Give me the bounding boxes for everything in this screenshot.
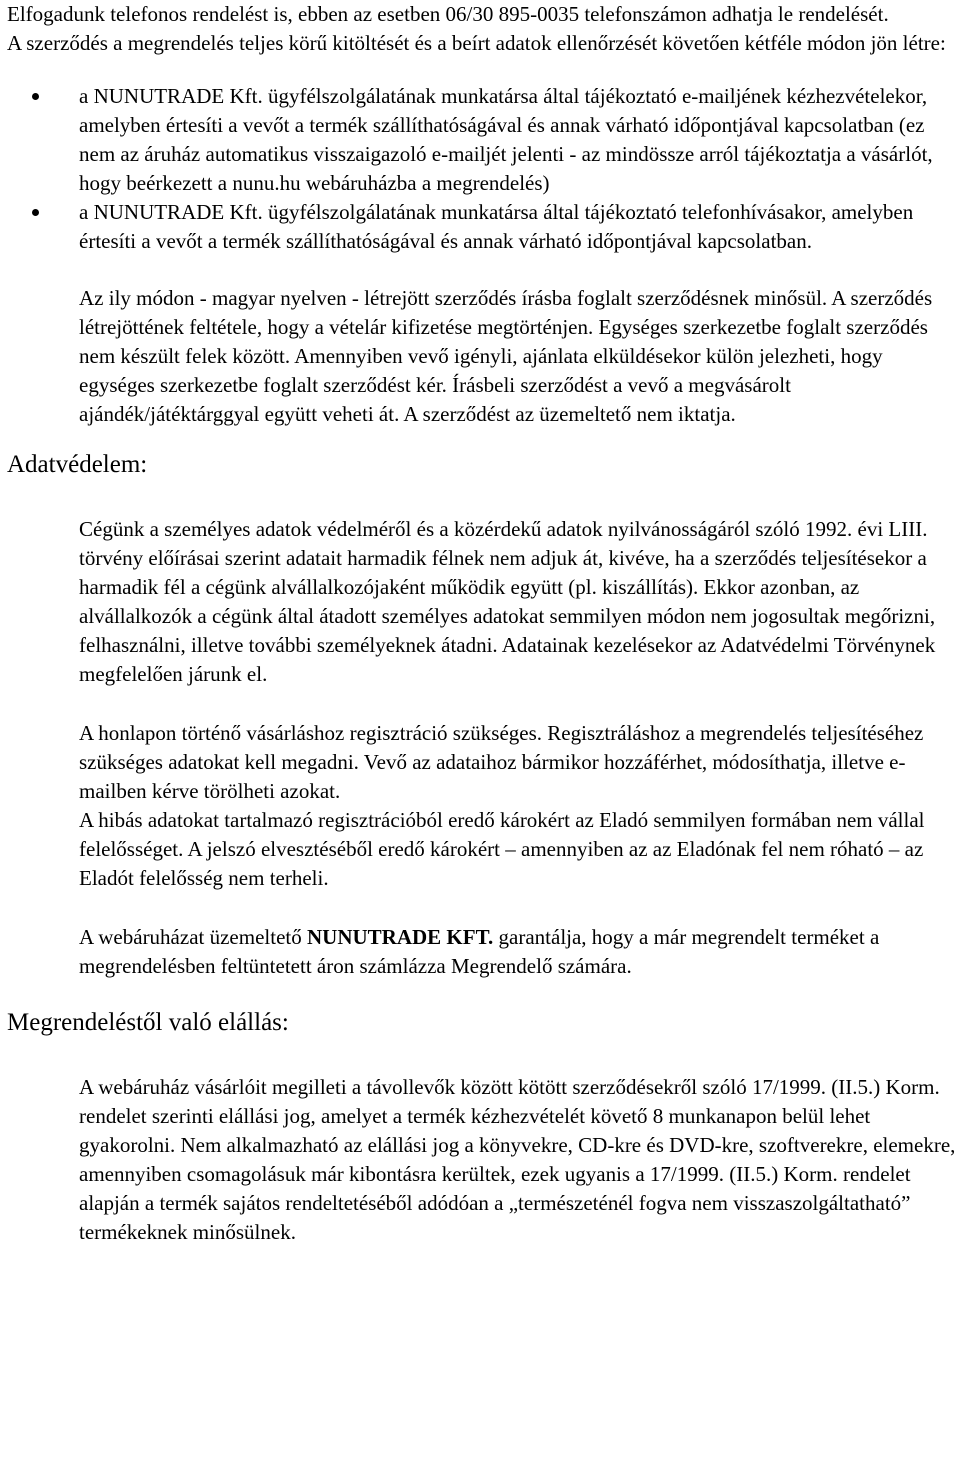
privacy-paragraph-1: Cégünk a személyes adatok védelméről és a közérdekű adatok nyilvánosságáról szóló 1992. évi LIII. törvény előírásai szerint adatait harmadik félnek nem adjuk át, kivéve, ha a szerződés teljesítésekor a harmadik fél a cégünk alvállalkozójaként működik együtt (pl. kiszállítás). Ekkor azonban, az alvállalkozók a cégünk által átadott személyes adatokat semmilyen módon nem jogosultak megőrizni, felhasználni, illetve további személyeknek átadni. Adatainak kezelésekor az Adatvédelmi Törvénynek megfelelően járunk el. (79, 517, 936, 686)
contract-formation-list (7, 82, 957, 256)
privacy-paragraph-3: A hibás adatokat tartalmazó regisztrációból eredő károkért az Eladó semmilyen formában nem vállal felelősséget. A jelszó elvesztéséből eredő károkért – amennyiben az az Eladónak fel nem róható – az Eladót felelősség nem terheli. (79, 808, 925, 890)
intro-contract-formation: A szerződés a megrendelés teljes körű kitöltését és a beírt adatok ellenőrzését követően kétféle módon jön létre: (7, 31, 946, 55)
contract-paragraph: Az ily módon - magyar nyelven - létrejött szerződés írásba foglalt szerződésnek minősül. A szerződés létrejöttének feltétele, hogy a vételár kifizetése megtörténjen. Egységes szerkezetbe foglalt szerződés nem készült felek között. Amennyiben vevő igényli, ajánlata elküldésekor külön jelezheti, hogy egységes szerkezetbe foglalt szerződést kér. Írásbeli szerződést a vevő a megvásárolt ajándék/játéktárggyal együtt veheti át. A szerződést az üzemeltető nem iktatja. (79, 286, 933, 426)
list-item (79, 82, 957, 198)
privacy-paragraph-4 (79, 923, 957, 981)
withdrawal-paragraph: A webáruház vásárlóit megilleti a távollevők között kötött szerződésekről szóló 17/1999. (II.5.) Korm. rendelet szerinti elállási jog, amelyet a termék kézhezvételét követő 8 munkanapon belül lehet gyakorolni. Nem alkalmazható az elállási jog a könyvekre, CD-kre és DVD-kre, szoftverekre, elemekre, amennyiben csomagolásuk már kibontásra kerültek, ezek ugyanis a 17/1999. (II.5.) Korm. rendelet alapján a termék sajátos rendeltetéséből adódóan a „természeténél fogva nem visszaszolgáltatható” termékeknek minősülnek. (79, 1075, 956, 1244)
list-item (79, 198, 957, 256)
privacy-paragraph-2: A honlapon történő vásárláshoz regisztráció szükséges. Regisztráláshoz a megrendelés teljesítéséhez szükséges adatokat kell megadni. Vevő az adataihoz bármikor hozzáférhet, módosíthatja, illetve e-mailben kérve törölheti azokat. (79, 721, 924, 803)
privacy-p4-before: A webáruházat üzemeltető (79, 925, 307, 949)
list-item-text: a NUNUTRADE Kft. ügyfélszolgálatának munkatársa által tájékoztató telefonhívásakor, amelyben értesíti a vevőt a termék szállíthatóságával és annak várható időpontjával kapcsolatban. (79, 200, 914, 253)
section-heading-adatvedelem: Adatvédelem: (7, 451, 148, 478)
intro-phone-order: Elfogadunk telefonos rendelést is, ebben az esetben 06/30 895-0035 telefonszámon adhatja le rendelését. (7, 2, 889, 26)
list-item-text: a NUNUTRADE Kft. ügyfélszolgálatának munkatársa által tájékoztató e-mailjének kézhezvételekor, amelyben értesíti a vevőt a termék szállíthatóságával és annak várható időpontjával kapcsolatban (ez nem az áruház automatikus visszaigazoló e-mailjét jelenti - az mindössze arról tájékoztatja a vásárlót, hogy beérkezett a nunu.hu webáruházba a megrendelés) (79, 84, 933, 195)
section-heading-elallas: Megrendeléstől való elállás: (7, 1009, 289, 1036)
bullet-icon (32, 93, 39, 100)
bullet-icon (32, 209, 39, 216)
privacy-p4-after: garantálja, hogy a már megrendelt terméket a megrendelésben feltüntetett áron számlázza Megrendelő számára. (79, 925, 880, 978)
document-page (7, 0, 957, 1247)
company-name-bold: NUNUTRADE KFT. (306, 925, 494, 949)
